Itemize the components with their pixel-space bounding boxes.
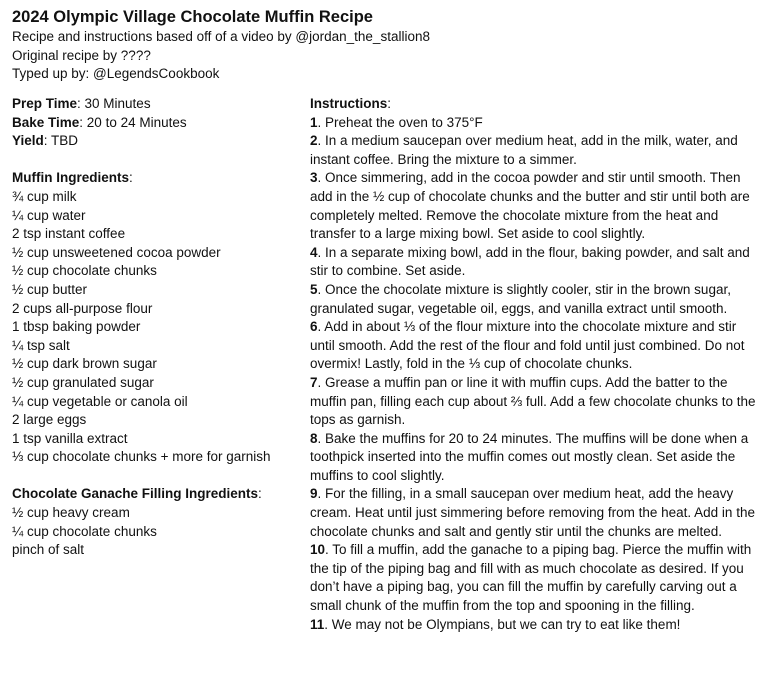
ingredient-item: 1 tbsp baking powder <box>12 319 141 335</box>
ingredient-item: ½ cup chocolate chunks <box>12 263 157 279</box>
spacer <box>12 151 297 170</box>
muffin-ingredients-heading <box>12 169 297 188</box>
ingredient-item: pinch of salt <box>12 542 85 558</box>
step-text: . Add in about ⅓ of the flour mixture into the chocolate mixture and stir until smooth. Add the rest of the flour and fold until just combined. Do not overmix! Lastly, fold in the ⅓ cup of chocolate chunks. <box>310 319 745 372</box>
step-text: . Preheat the oven to 375°F <box>317 114 483 130</box>
instructions-heading-text: Instructions <box>310 96 388 111</box>
muffin-ingredients-list <box>12 188 297 467</box>
ingredient-item: 1 tsp vanilla extract <box>12 430 128 446</box>
heading-colon: : <box>387 96 392 111</box>
prep-time <box>12 95 297 114</box>
bake-time <box>12 114 297 133</box>
recipe-header <box>12 6 752 84</box>
instructions-heading <box>310 95 758 114</box>
step-text: . For the filling, in a small saucepan over medium heat, add the heavy cream. Heat until just simmering before removing from the heat. Add in the chocolate chunks and salt and gently stir until the chunks are melted. <box>310 486 755 539</box>
ingredients-column <box>12 95 297 560</box>
ingredient-item: ½ cup dark brown sugar <box>12 356 157 372</box>
step-text: . Once simmering, add in the cocoa powder and stir until smooth. Then add in the ½ cup of chocolate chunks and the butter and stir until both are completely melted. Remove the chocolate mixture from the heat and transfer to a large mixing bowl. Set aside to cool slightly. <box>310 170 750 242</box>
ingredient-item: ½ cup butter <box>12 281 88 297</box>
step-number: 4 <box>310 244 318 260</box>
instruction-step <box>310 114 758 133</box>
ganache-ingredients-list <box>12 504 297 560</box>
instruction-step <box>310 132 758 169</box>
step-number: 11 <box>310 616 325 632</box>
step-number: 3 <box>310 170 318 186</box>
yield-value: : TBD <box>43 133 79 149</box>
instruction-step <box>310 244 758 281</box>
source-credit: Recipe and instructions based off of a video by @jordan_the_stallion8 <box>12 29 430 44</box>
step-number: 7 <box>310 374 318 390</box>
instruction-step <box>310 541 758 615</box>
step-number: 10 <box>310 542 326 558</box>
ingredient-item: ¼ cup water <box>12 207 86 223</box>
step-text: . We may not be Olympians, but we can try to eat like them! <box>324 616 681 632</box>
yield-label: Yield <box>12 133 44 149</box>
step-number: 6 <box>310 319 318 335</box>
instruction-step <box>310 281 758 318</box>
ingredient-item: ½ cup granulated sugar <box>12 374 154 390</box>
step-text: . Once the chocolate mixture is slightly cooler, stir in the brown sugar, granulated sugar, vegetable oil, eggs, and vanilla extract until smooth. <box>310 281 731 316</box>
heading-colon: : <box>129 170 133 186</box>
step-number: 5 <box>310 281 318 297</box>
ganache-ingredients-heading-text: Chocolate Ganache Filling Ingredients <box>12 486 259 502</box>
prep-time-value: : 30 Minutes <box>77 96 151 111</box>
instructions-column <box>310 95 758 634</box>
step-number: 8 <box>310 430 318 446</box>
step-text: . To fill a muffin, add the ganache to a piping bag. Pierce the muffin with the tip of the piping bag and fill with as much chocolate as desired. If you don’t have a piping bag, you can fill the muffin by carefully carving out a small chunk of the muffin from the top and spooning in the filling. <box>310 542 752 614</box>
ganache-ingredients-heading <box>12 485 297 504</box>
step-text: . In a medium saucepan over medium heat, add in the milk, water, and instant coffee. Bring the mixture to a simmer. <box>310 133 738 167</box>
step-number: 2 <box>310 133 318 149</box>
step-number: 1 <box>310 114 318 130</box>
spacer <box>12 467 297 486</box>
typed-up-by-credit: Typed up by: @LegendsCookbook <box>12 66 220 82</box>
instructions-list <box>310 114 758 635</box>
instruction-step <box>310 485 758 541</box>
bake-time-value: : 20 to 24 Minutes <box>79 114 187 130</box>
ingredient-item: 2 tsp instant coffee <box>12 226 126 242</box>
heading-colon: : <box>258 486 262 502</box>
instruction-step <box>310 374 758 430</box>
muffin-ingredients-heading-text: Muffin Ingredients <box>12 170 129 186</box>
ingredient-item: ¼ tsp salt <box>12 337 70 353</box>
instruction-step <box>310 616 758 635</box>
instruction-step <box>310 430 758 486</box>
instruction-step <box>310 169 758 243</box>
ingredient-item: ¼ cup vegetable or canola oil <box>12 393 188 409</box>
ingredient-item: ⅓ cup chocolate chunks + more for garnish <box>12 449 271 465</box>
ingredient-item: 2 large eggs <box>12 412 87 428</box>
instruction-step <box>310 318 758 374</box>
prep-time-label: Prep Time <box>12 96 78 111</box>
step-text: . Grease a muffin pan or line it with muffin cups. Add the batter to the muffin pan, filling each cup about ⅔ full. Add a few chocolate chunks to the tops as garnish. <box>310 374 756 428</box>
ingredient-item: ¼ cup chocolate chunks <box>12 523 157 539</box>
ingredient-item: ½ cup heavy cream <box>12 505 130 521</box>
bake-time-label: Bake Time <box>12 114 80 130</box>
ingredient-item: ½ cup unsweetened cocoa powder <box>12 244 221 260</box>
yield <box>12 132 297 151</box>
ingredient-item: 2 cups all-purpose flour <box>12 300 153 316</box>
original-recipe-credit: Original recipe by ???? <box>12 47 151 63</box>
step-number: 9 <box>310 486 318 502</box>
step-text: . Bake the muffins for 20 to 24 minutes. The muffins will be done when a toothpick inserted into the muffin comes out mostly clean. Set aside the muffins to cool slightly. <box>310 430 749 483</box>
ingredient-item: ¾ cup milk <box>12 188 77 204</box>
recipe-title: 2024 Olympic Village Chocolate Muffin Recipe <box>12 8 373 26</box>
step-text: . In a separate mixing bowl, add in the flour, baking powder, and salt and stir to combine. Set aside. <box>310 244 750 279</box>
